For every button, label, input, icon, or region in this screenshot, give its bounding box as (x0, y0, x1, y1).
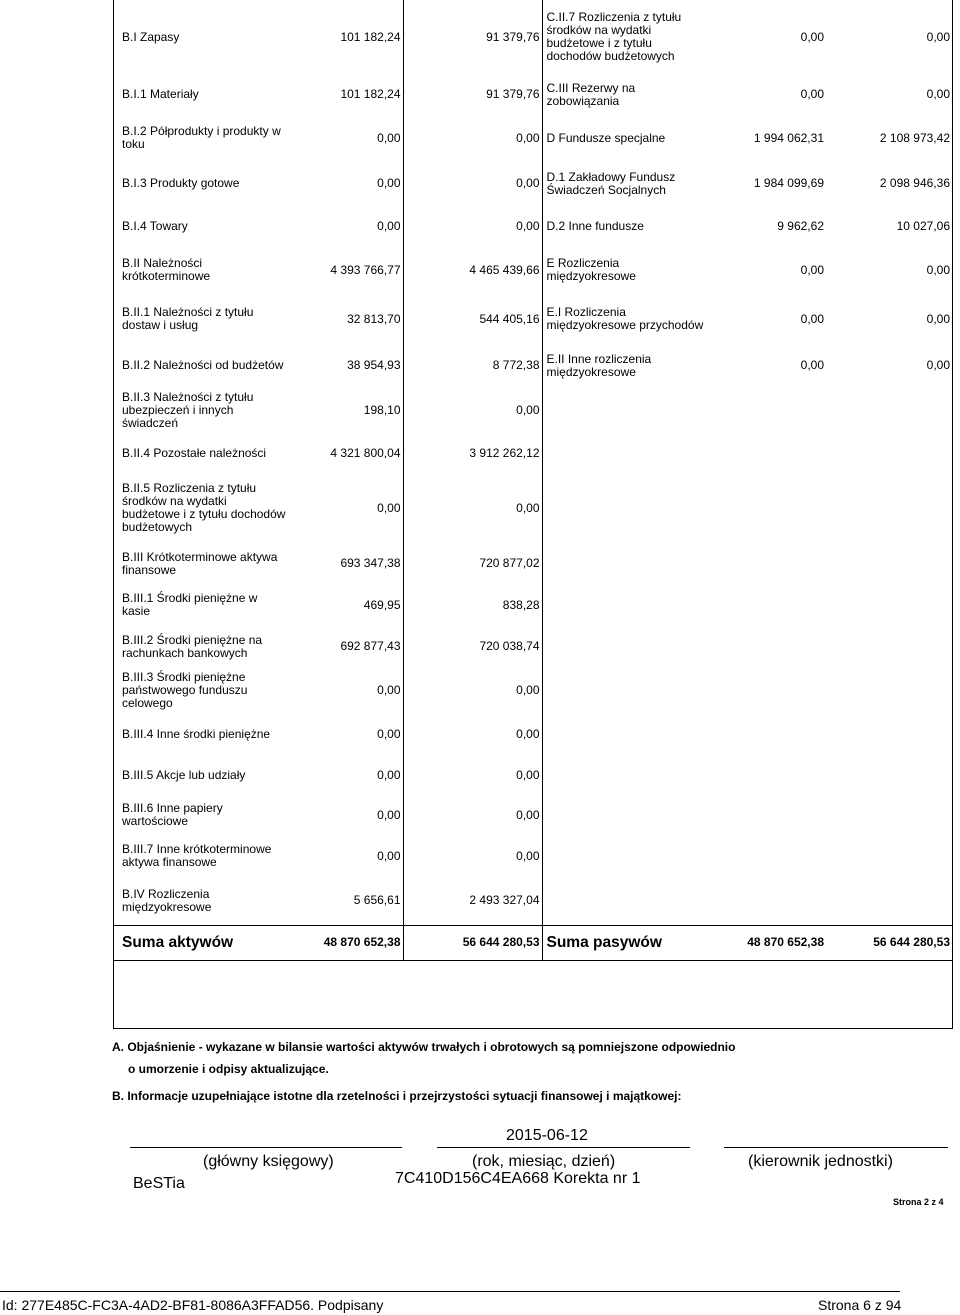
liability-label: D.2 Inne fundusze (546, 218, 644, 233)
liability-curr-value (827, 626, 953, 667)
head-caption: (kierownik jednostki) (748, 1153, 893, 1170)
asset-prev-value: 0,00 (288, 713, 403, 755)
asset-prev-value: 32 813,70 (288, 294, 403, 344)
asset-curr-value: 0,00 (403, 473, 542, 543)
asset-label: B.III.4 Inne środki pieniężne (122, 726, 271, 741)
balance-row (113, 667, 953, 713)
liability-label (542, 713, 707, 755)
asset-label: B.II.3 Należności z tytułu ubezpieczeń i innych świadczeń (122, 390, 254, 430)
asset-curr-value: 4 465 439,66 (403, 246, 542, 294)
liability-curr-value (827, 473, 953, 543)
liability-curr-value: 0,00 (926, 29, 950, 44)
liability-curr-value (827, 795, 953, 835)
balance-row (113, 434, 953, 473)
liability-prev-value: 9 962,62 (777, 218, 824, 233)
liability-prev-value (707, 626, 827, 667)
asset-label: B.II.1 Należności z tytułu dostaw i usług (122, 305, 254, 332)
asset-curr-value: 0,00 (403, 667, 542, 713)
liability-prev-value (707, 667, 827, 713)
balance-table (113, 0, 953, 961)
asset-label: B.I.3 Produkty gotowe (122, 176, 240, 190)
balance-row (113, 543, 953, 584)
liability-label: C.II.7 Rozliczenia z tytułu środków na wydatki budżetowe i z tytułu dochodów budżetowych (546, 10, 682, 63)
asset-curr-value: 0,00 (403, 387, 542, 434)
liability-label (542, 434, 707, 473)
liability-prev-value: 0,00 (800, 87, 824, 101)
liability-prev-value (707, 877, 827, 925)
asset-curr-value: 544 405,16 (403, 294, 542, 344)
asset-label: B.III.1 Środki pieniężne w kasie (122, 591, 258, 618)
balance-row (113, 713, 953, 755)
liability-curr-value (827, 667, 953, 713)
liabilities-total-curr: 56 644 280,53 (827, 925, 953, 960)
liabilities-total-label: Suma pasywów (542, 925, 707, 960)
document-code: 7C410D156C4EA668 Korekta nr 1 (395, 1170, 641, 1187)
asset-curr-value: 720 877,02 (403, 543, 542, 584)
balance-row (113, 795, 953, 835)
liability-label (542, 543, 707, 584)
liability-curr-value (827, 755, 953, 795)
balance-row (113, 246, 953, 294)
liability-prev-value (707, 835, 827, 877)
balance-row (113, 755, 953, 795)
asset-label: B.IV Rozliczenia międzyokresowe (122, 886, 212, 914)
liability-curr-value: 0,00 (926, 262, 950, 277)
asset-prev-value: 0,00 (288, 667, 403, 713)
asset-prev-value: 0,00 (288, 161, 403, 206)
balance-rows (113, 0, 953, 925)
asset-label: B.II.4 Pozostałe należności (122, 446, 267, 460)
asset-curr-value: 91 379,76 (403, 74, 542, 115)
balance-row (113, 584, 953, 626)
balance-row (113, 74, 953, 115)
asset-prev-value: 469,95 (288, 584, 403, 626)
asset-curr-value: 3 912 262,12 (403, 434, 542, 473)
asset-prev-value: 4 321 800,04 (288, 434, 403, 473)
note-a-line2: o umorzenie i odpisy aktualizujące. (128, 1062, 329, 1076)
liability-curr-value: 10 027,06 (896, 218, 950, 233)
liability-prev-value (707, 755, 827, 795)
asset-prev-value: 0,00 (288, 795, 403, 835)
balance-row (113, 0, 953, 74)
totals-row (113, 925, 953, 960)
liability-curr-value (827, 877, 953, 925)
liability-prev-value: 0,00 (800, 262, 824, 277)
asset-curr-value: 0,00 (403, 835, 542, 877)
liability-label: C.III Rezerwy na zobowiązania (546, 80, 636, 108)
balance-row (113, 206, 953, 246)
assets-total-curr: 56 644 280,53 (403, 925, 542, 960)
note-b: B. Informacje uzupełniające istotne dla rzetelności i przejrzystości sytuacji finansowej i majątkowej: (112, 1089, 682, 1103)
liability-prev-value: 1 984 099,69 (753, 176, 824, 190)
asset-label: B.III Krótkoterminowe aktywa finansowe (122, 549, 278, 577)
liability-label: D.1 Zakładowy Fundusz Świadczeń Socjalnych (546, 169, 676, 197)
asset-prev-value: 0,00 (288, 473, 403, 543)
balance-row (113, 835, 953, 877)
asset-label: B.III.6 Inne papiery wartościowe (122, 801, 223, 828)
liability-label (542, 835, 707, 877)
liability-prev-value (707, 473, 827, 543)
balance-row (113, 115, 953, 161)
asset-prev-value: 38 954,93 (288, 344, 403, 387)
liability-label: E.II Inne rozliczenia międzyokresowe (546, 351, 652, 379)
signature-line-date (437, 1147, 690, 1148)
asset-prev-value: 693 347,38 (288, 543, 403, 584)
liability-curr-value (827, 434, 953, 473)
asset-prev-value: 198,10 (288, 387, 403, 434)
liability-curr-value: 0,00 (926, 87, 950, 101)
liability-prev-value (707, 434, 827, 473)
asset-prev-value: 692 877,43 (288, 626, 403, 667)
asset-label: B.III.3 Środki pieniężne państwowego funduszu celowego (122, 669, 248, 710)
liability-prev-value: 0,00 (800, 29, 824, 44)
liability-label (542, 755, 707, 795)
liability-curr-value: 2 108 973,42 (879, 130, 950, 145)
signature-line-head (724, 1147, 948, 1148)
liability-curr-value: 0,00 (926, 358, 950, 372)
asset-curr-value: 2 493 327,04 (403, 877, 542, 925)
balance-row (113, 161, 953, 206)
balance-row (113, 344, 953, 387)
asset-label: B.I.2 Półprodukty i produkty w toku (122, 124, 281, 151)
liability-curr-value (827, 713, 953, 755)
liability-prev-value (707, 795, 827, 835)
liability-prev-value (707, 584, 827, 626)
asset-label: B.I Zapasy (122, 29, 180, 44)
liability-label (542, 387, 707, 434)
liability-label (542, 877, 707, 925)
footer-rule (0, 1291, 900, 1292)
asset-curr-value: 0,00 (403, 206, 542, 246)
asset-label: B.II.5 Rozliczenia z tytułu środków na wydatki budżetowe i z tytułu dochodów budżetowych (122, 481, 286, 534)
balance-row (113, 294, 953, 344)
asset-prev-value: 4 393 766,77 (288, 246, 403, 294)
asset-curr-value: 720 038,74 (403, 626, 542, 667)
liability-curr-value (827, 387, 953, 434)
asset-curr-value: 91 379,76 (403, 0, 542, 74)
liability-label (542, 795, 707, 835)
asset-prev-value: 101 182,24 (288, 74, 403, 115)
signature-line-accountant (130, 1147, 402, 1148)
liability-label (542, 473, 707, 543)
liability-label (542, 667, 707, 713)
note-a-line1: A. Objaśnienie - wykazane w bilansie wartości aktywów trwałych i obrotowych są pomniejszone odpowiednio (112, 1040, 736, 1054)
asset-label: B.III.7 Inne krótkoterminowe aktywa finansowe (122, 842, 272, 869)
asset-curr-value: 0,00 (403, 755, 542, 795)
asset-label: B.I.1 Materiały (122, 87, 199, 101)
asset-prev-value: 101 182,24 (288, 0, 403, 74)
asset-prev-value: 0,00 (288, 115, 403, 161)
asset-prev-value: 0,00 (288, 835, 403, 877)
asset-curr-value: 8 772,38 (403, 344, 542, 387)
asset-label: B.II.2 Należności od budżetów (122, 358, 284, 372)
balance-row (113, 473, 953, 543)
liability-curr-value (827, 584, 953, 626)
liability-prev-value: 0,00 (800, 311, 824, 326)
asset-prev-value: 0,00 (288, 755, 403, 795)
liability-prev-value: 1 994 062,31 (753, 130, 824, 145)
balance-row (113, 877, 953, 925)
balance-row (113, 626, 953, 667)
asset-label: B.II Należności krótkoterminowe (122, 256, 211, 283)
liability-prev-value (707, 543, 827, 584)
inner-page-number: Strona 2 z 4 (893, 1197, 944, 1207)
liability-curr-value (827, 543, 953, 584)
liability-label: E Rozliczenia międzyokresowe (546, 256, 636, 283)
liability-prev-value (707, 713, 827, 755)
footer-document-id: Id: 277E485C-FC3A-4AD2-BF81-8086A3FFAD56. Podpisany (2, 1297, 384, 1313)
liability-prev-value (707, 387, 827, 434)
liability-label: E.I Rozliczenia międzyokresowe przychodów (546, 305, 704, 332)
footer-page-number: Strona 6 z 94 (818, 1297, 902, 1313)
liability-curr-value (827, 835, 953, 877)
asset-prev-value: 0,00 (288, 206, 403, 246)
liability-label: D Fundusze specjalne (546, 130, 666, 145)
signature-date: 2015-06-12 (506, 1127, 588, 1144)
asset-label: B.I.4 Towary (122, 218, 188, 233)
asset-curr-value: 838,28 (403, 584, 542, 626)
liability-label (542, 584, 707, 626)
software-name: BeSTia (133, 1175, 185, 1192)
asset-curr-value: 0,00 (403, 795, 542, 835)
liability-curr-value: 0,00 (926, 311, 950, 326)
asset-curr-value: 0,00 (403, 115, 542, 161)
asset-label: B.III.2 Środki pieniężne na rachunkach bankowych (122, 632, 263, 660)
accountant-caption: (główny księgowy) (203, 1153, 334, 1170)
asset-label: B.III.5 Akcje lub udziały (122, 767, 246, 782)
liability-curr-value: 2 098 946,36 (879, 176, 950, 190)
liabilities-total-prev: 48 870 652,38 (707, 925, 827, 960)
liability-label (542, 626, 707, 667)
assets-total-prev: 48 870 652,38 (288, 925, 403, 960)
asset-curr-value: 0,00 (403, 713, 542, 755)
balance-row (113, 387, 953, 434)
asset-curr-value: 0,00 (403, 161, 542, 206)
liability-prev-value: 0,00 (800, 358, 824, 372)
date-caption: (rok, miesiąc, dzień) (472, 1153, 616, 1170)
assets-total-label: Suma aktywów (113, 925, 288, 960)
asset-prev-value: 5 656,61 (288, 877, 403, 925)
